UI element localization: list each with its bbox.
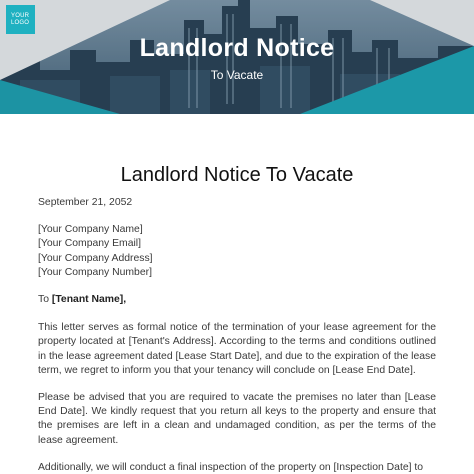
sender-company-number: [Your Company Number] (38, 266, 152, 278)
letter-body (38, 196, 436, 474)
letter-date: September 21, 2052 (38, 197, 133, 208)
sender-company-name: [Your Company Name] (38, 224, 143, 236)
banner-title: Landlord Notice (139, 34, 335, 62)
logo-text-top: YOUR (11, 13, 30, 19)
sender-company-address: [Your Company Address] (38, 252, 153, 264)
greeting-line (38, 293, 436, 307)
banner-subtitle: To Vacate (210, 68, 264, 82)
company-logo (6, 5, 35, 34)
paragraph-inspection: Additionally, we will conduct a final inspection of the property on [Inspection Date] to (38, 461, 424, 473)
logo-text-bottom: LOGO (11, 20, 30, 26)
paragraph-vacate-request: Please be advised that you are required to vacate the premises no later than [Lease End Date]. We kindly request that you return all keys to the property and ensure that the premises are left in a clean and undamaged condition, as per the terms of the lease agreement. (38, 392, 436, 446)
document-title: Landlord Notice To Vacate (120, 164, 354, 186)
tenant-name: [Tenant Name], (51, 294, 127, 306)
sender-company-email: [Your Company Email] (38, 238, 141, 250)
sender-block (38, 223, 436, 280)
header-banner (0, 0, 474, 114)
paragraph-termination: This letter serves as formal notice of the termination of your lease agreement for the property located at [Tenant's Address]. According to the terms and conditions outlined in the lease agreement dated [Lease Start Date], and due to the expiration of the lease term, we regret to inform you that your tenancy will conclude on [Lease End Date]. (38, 322, 437, 376)
greeting-prefix: To (38, 294, 52, 306)
